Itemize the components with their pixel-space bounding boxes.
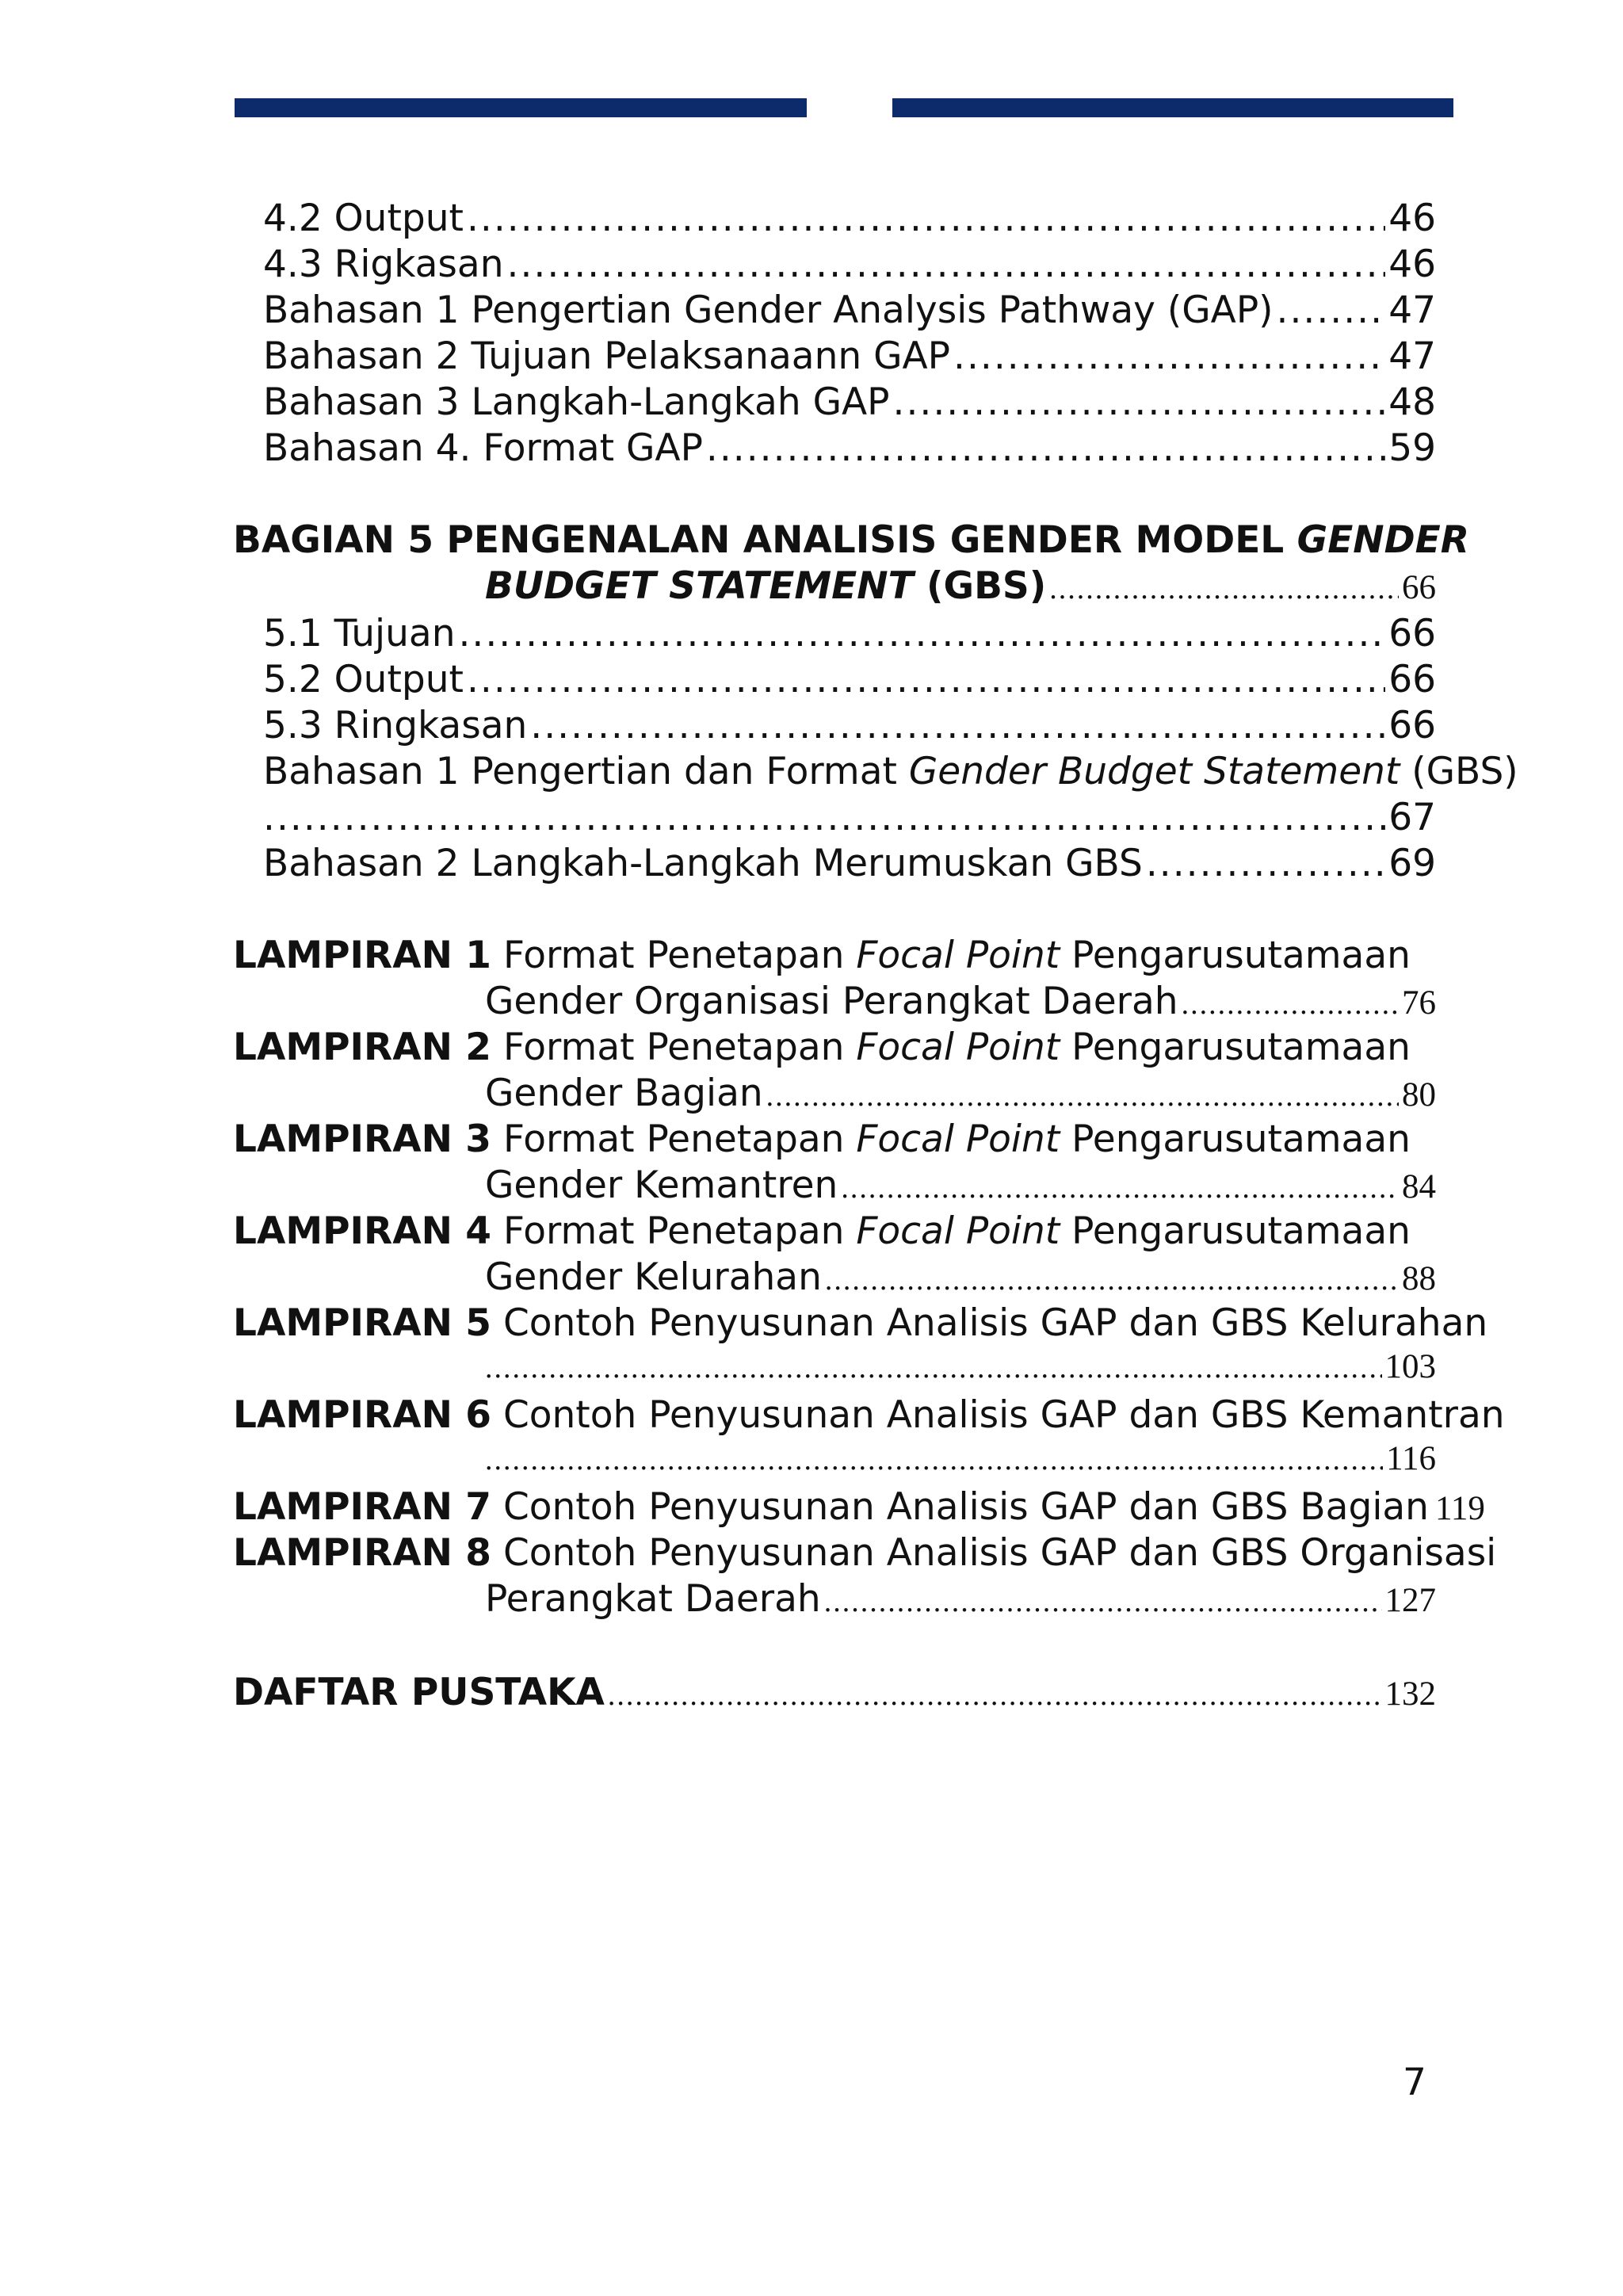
toc-entry-label: LAMPIRAN 7 Contoh Penyusunan Analisis GAP dan GBS Bagian	[233, 1485, 1429, 1529]
toc-entry-page: 59	[1388, 426, 1436, 470]
leader-dots	[1182, 987, 1399, 1022]
toc-entry[interactable]	[485, 980, 1436, 1023]
toc-entry[interactable]	[485, 1072, 1436, 1115]
toc-entry-label: Gender Bagian	[485, 1072, 763, 1115]
toc-entry-page: 47	[1388, 288, 1436, 332]
heading-text-italic: GENDER	[1296, 518, 1469, 562]
toc-entry[interactable]	[485, 1577, 1436, 1621]
toc-entry-label: Gender Kemantren	[485, 1163, 838, 1207]
toc-entry-label: 4.2 Output	[263, 197, 464, 240]
toc-entry-label: Bahasan 4. Format GAP	[263, 426, 703, 470]
toc-entry[interactable]	[263, 334, 1436, 378]
leader-dots	[841, 1171, 1399, 1205]
toc-entry[interactable]	[485, 1439, 1436, 1478]
toc-entry[interactable]	[233, 1485, 1485, 1529]
toc-entry-label: Bahasan 3 Langkah-Langkah GAP	[263, 380, 890, 424]
leader-dots	[507, 243, 1386, 286]
section-heading-bagian-5[interactable]	[233, 518, 1469, 562]
lampiran-heading[interactable]: LAMPIRAN 2 Format Penetapan Focal Point Pengarusutamaan	[233, 1026, 1411, 1069]
toc-entry-page: 80	[1402, 1076, 1436, 1114]
toc-entry-page: 116	[1386, 1440, 1436, 1477]
toc-entry-page: 67	[1388, 796, 1436, 839]
toc-entry-page: 76	[1402, 984, 1436, 1022]
toc-entry[interactable]	[263, 243, 1436, 286]
lampiran-heading[interactable]: LAMPIRAN 1 Format Penetapan Focal Point Pengarusutamaan	[233, 934, 1411, 977]
toc-entry-label: Bahasan 2 Langkah-Langkah Merumuskan GBS	[263, 842, 1143, 885]
toc-entry-page: 132	[1384, 1675, 1436, 1713]
leader-dots	[608, 1678, 1382, 1713]
toc-entry-page: 103	[1384, 1348, 1436, 1385]
toc-entry-page: 47	[1388, 334, 1436, 378]
toc-entry-label: 5.1 Tujuan	[263, 612, 456, 655]
toc-entry-label	[485, 564, 1046, 608]
toc-entry-label: Bahasan 2 Tujuan Pelaksanaann GAP	[263, 334, 950, 378]
lampiran-heading[interactable]: LAMPIRAN 8 Contoh Penyusunan Analisis GAP dan GBS Organisasi	[233, 1531, 1497, 1575]
toc-entry-label: 5.3 Ringkasan	[263, 704, 528, 747]
toc-entry[interactable]	[263, 197, 1436, 240]
toc-entry-page: 66	[1402, 569, 1436, 606]
lampiran-heading[interactable]: LAMPIRAN 6 Contoh Penyusunan Analisis GAP dan GBS Kemantran	[233, 1393, 1505, 1437]
leader-dots	[530, 704, 1385, 747]
lampiran-heading[interactable]: LAMPIRAN 5 Contoh Penyusunan Analisis GAP dan GBS Kelurahan	[233, 1301, 1488, 1345]
toc-entry-label: 4.3 Rigkasan	[263, 243, 504, 286]
toc-entry[interactable]	[263, 658, 1436, 701]
header-bar-right	[892, 98, 1453, 117]
toc-entry-page: 119	[1434, 1490, 1485, 1527]
leader-dots	[1049, 571, 1399, 606]
leader-dots	[485, 1442, 1383, 1477]
lampiran-heading[interactable]: LAMPIRAN 3 Format Penetapan Focal Point Pengarusutamaan	[233, 1117, 1411, 1161]
toc-entry-label: Gender Kelurahan	[485, 1255, 822, 1299]
toc-entry[interactable]	[263, 704, 1436, 747]
leader-dots	[467, 658, 1385, 701]
leader-dots	[766, 1079, 1399, 1114]
leader-dots	[706, 426, 1385, 470]
toc-entry-label: Gender Organisasi Perangkat Daerah	[485, 980, 1178, 1023]
leader-dots	[1277, 288, 1386, 332]
leader-dots	[825, 1263, 1399, 1297]
toc-entry[interactable]	[263, 380, 1436, 424]
toc-entry[interactable]	[233, 1671, 1436, 1714]
toc-entry-page: 69	[1388, 842, 1436, 885]
heading-text: BAGIAN 5 PENGENALAN ANALISIS GENDER MODEL	[233, 518, 1297, 562]
toc-entry-label[interactable]: Bahasan 1 Pengertian dan Format Gender Budget Statement (GBS)	[263, 750, 1518, 793]
leader-dots	[953, 334, 1385, 378]
toc-entry-page: 66	[1388, 658, 1436, 701]
toc-entry-page: 46	[1388, 197, 1436, 240]
toc-entry-label: Perangkat Daerah	[485, 1577, 821, 1621]
toc-entry[interactable]	[485, 1255, 1436, 1299]
toc-entry-page: 127	[1384, 1582, 1436, 1619]
leader-dots	[893, 380, 1386, 424]
toc-entry[interactable]	[485, 1347, 1436, 1386]
leader-dots	[467, 197, 1385, 240]
toc-entry-page: 84	[1402, 1168, 1436, 1205]
toc-entry-label: 5.2 Output	[263, 658, 464, 701]
leader-dots	[458, 612, 1385, 655]
toc-entry-page: 66	[1388, 612, 1436, 655]
toc-entry[interactable]	[263, 796, 1436, 839]
leader-dots	[263, 796, 1385, 839]
leader-dots	[824, 1584, 1382, 1619]
toc-entry-label: DAFTAR PUSTAKA	[233, 1671, 605, 1714]
toc-entry[interactable]	[485, 564, 1436, 608]
lampiran-heading[interactable]: LAMPIRAN 4 Format Penetapan Focal Point Pengarusutamaan	[233, 1209, 1411, 1253]
toc-entry[interactable]	[263, 426, 1436, 470]
toc-entry-page: 66	[1388, 704, 1436, 747]
page-number: 7	[1403, 2061, 1426, 2104]
toc-entry[interactable]	[485, 1163, 1436, 1207]
heading-text: (GBS)	[913, 564, 1047, 608]
header-bar-left	[235, 98, 807, 117]
toc-entry-page: 88	[1402, 1260, 1436, 1297]
toc-entry-label: Bahasan 1 Pengertian Gender Analysis Pathway (GAP)	[263, 288, 1274, 332]
toc-entry-page: 48	[1388, 380, 1436, 424]
leader-dots	[1146, 842, 1385, 885]
toc-entry[interactable]	[263, 288, 1436, 332]
leader-dots	[485, 1350, 1382, 1385]
toc-entry[interactable]	[263, 612, 1436, 655]
heading-text-italic: BUDGET STATEMENT	[485, 564, 914, 608]
toc-entry[interactable]	[263, 842, 1436, 885]
toc-entry-page: 46	[1388, 243, 1436, 286]
